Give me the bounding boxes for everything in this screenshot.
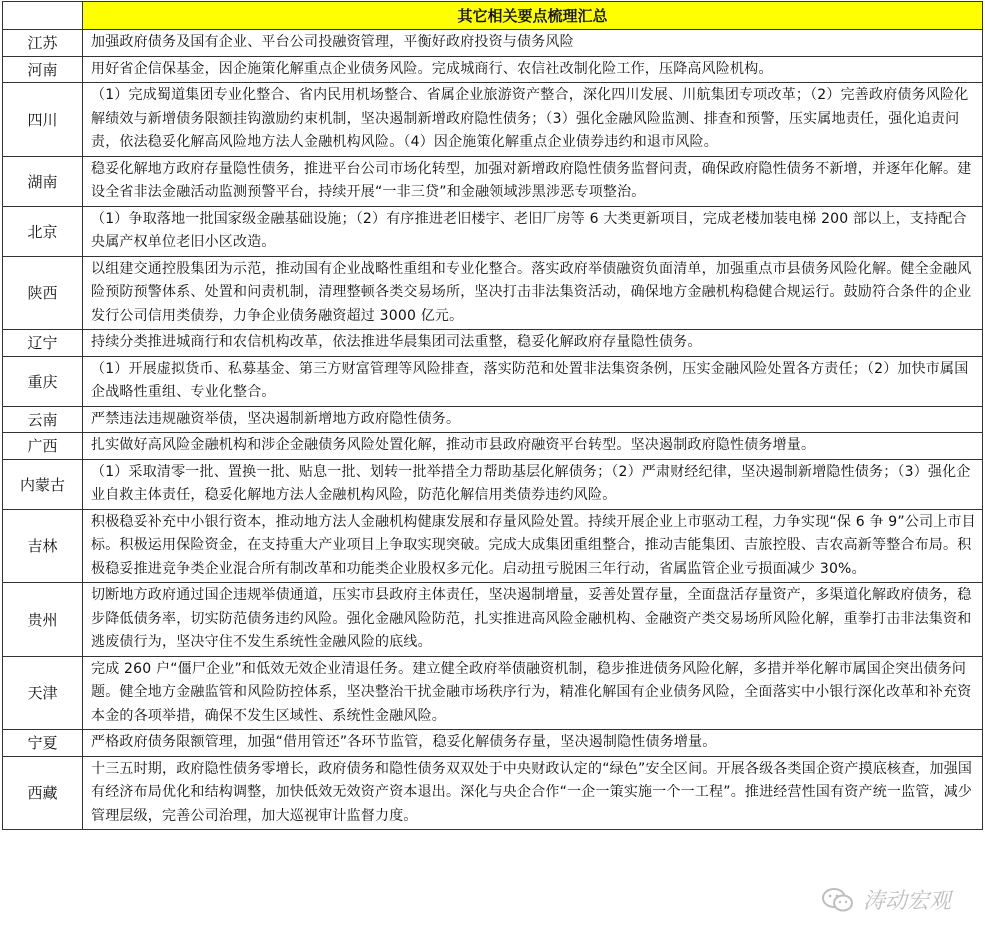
table-title: 其它相关要点梳理汇总 <box>83 2 983 30</box>
content-cell: 切断地方政府通过国企违规举债通道，压实市县政府主体责任，坚决遏制增量，妥善处置存量，全面盘活存量资产，多渠道化解政府债务，稳步降低债务率，切实防范债务违约风险。强化金融风险防范，扎实推进高风险金融机构、金融资产类交易场所风险化解，重拳打击非法集资和逃废债行为，坚决守住不发生系统性金融风险的底线。 <box>83 583 983 657</box>
table-header-row <box>3 2 983 30</box>
province-cell: 云南 <box>3 406 83 433</box>
content-cell: 完成 260 户“僵尸企业”和低效无效企业清退任务。建立健全政府举债融资机制，稳步推进债务风险化解，多措并举化解市属国企突出债务问题。健全地方金融监管和风险防控体系，坚决整治干扰金融市场秩序行为，精准化解国有企业债务风险，全面落实中小银行深化改革和补充资本金的各项举措，确保不发生区域性、系统性金融风险。 <box>83 656 983 730</box>
content-cell: （1）开展虚拟货币、私募基金、第三方财富管理等风险排查，落实防范和处置非法集资条例，压实金融风险处置各方责任；（2）加快市属国企战略性重组、专业化整合。 <box>83 356 983 406</box>
content-cell: （1）采取清零一批、置换一批、贴息一批、划转一批举措全力帮助基层化解债务；（2）严肃财经纪律，坚决遏制新增隐性债务；（3）强化企业自救主体责任，稳妥化解地方法人金融机构风险，防范化解信用类债券违约风险。 <box>83 459 983 509</box>
content-cell: 加强政府债务及国有企业、平台公司投融资管理，平衡好政府投资与债务风险 <box>83 30 983 57</box>
summary-table <box>2 1 983 830</box>
content-cell: 严禁违法违规融资举债，坚决遏制新增地方政府隐性债务。 <box>83 406 983 433</box>
province-cell: 宁夏 <box>3 730 83 757</box>
header-blank-cell <box>3 2 83 30</box>
table-row <box>3 206 983 256</box>
watermark <box>821 884 951 915</box>
province-cell: 吉林 <box>3 509 83 583</box>
content-cell: 严格政府债务限额管理，加强“借用管还”各环节监管，稳妥化解债务存量，坚决遏制隐性债务增量。 <box>83 730 983 757</box>
table-row <box>3 656 983 730</box>
content-cell: 稳妥化解地方政府存量隐性债务，推进平台公司市场化转型，加强对新增政府隐性债务监督问责，确保政府隐性债务不新增，并逐年化解。建设全省非法金融活动监测预警平台，持续开展“一非三贷”和金融领域涉黑涉恶专项整治。 <box>83 156 983 206</box>
province-cell: 北京 <box>3 206 83 256</box>
table-row <box>3 730 983 757</box>
table-row <box>3 56 983 83</box>
wechat-icon <box>821 887 855 913</box>
table-row <box>3 433 983 460</box>
content-cell: （1）完成蜀道集团专业化整合、省内民用机场整合、省属企业旅游资产整合，深化四川发展、川航集团专项改革；（2）完善政府债务风险化解绩效与新增债务限额挂钩激励约束机制，坚决遏制新增政府隐性债务；（3）强化金融风险监测、排查和预警，压实属地责任，强化追责问责，依法稳妥化解高风险地方法人金融机构风险。（4）因企施策化解重点企业债券违约和退市风险。 <box>83 83 983 157</box>
province-cell: 内蒙古 <box>3 459 83 509</box>
table-body <box>3 30 983 830</box>
province-cell: 辽宁 <box>3 330 83 357</box>
province-cell: 河南 <box>3 56 83 83</box>
table-row <box>3 156 983 206</box>
province-cell: 贵州 <box>3 583 83 657</box>
table-row <box>3 30 983 57</box>
watermark-text: 涛动宏观 <box>862 889 951 914</box>
province-cell: 江苏 <box>3 30 83 57</box>
content-cell: 持续分类推进城商行和农信机构改革，依法推进华晨集团司法重整，稳妥化解政府存量隐性债务。 <box>83 330 983 357</box>
province-cell: 重庆 <box>3 356 83 406</box>
table-row <box>3 330 983 357</box>
province-cell: 湖南 <box>3 156 83 206</box>
table-row <box>3 583 983 657</box>
content-cell: （1）争取落地一批国家级金融基础设施；（2）有序推进老旧楼宇、老旧厂房等 6 大类更新项目，完成老楼加装电梯 200 部以上，支持配合央属产权单位老旧小区改造。 <box>83 206 983 256</box>
table-row <box>3 356 983 406</box>
province-cell: 陕西 <box>3 256 83 330</box>
table-row <box>3 509 983 583</box>
province-cell: 四川 <box>3 83 83 157</box>
province-cell: 广西 <box>3 433 83 460</box>
table-row <box>3 256 983 330</box>
content-cell: 扎实做好高风险金融机构和涉企金融债务风险处置化解，推动市县政府融资平台转型。坚决遏制政府隐性债务增量。 <box>83 433 983 460</box>
table-row <box>3 756 983 830</box>
table-row <box>3 406 983 433</box>
content-cell: 以组建交通控股集团为示范，推动国有企业战略性重组和专业化整合。落实政府举债融资负面清单，加强重点市县债务风险化解。健全金融风险预防预警体系、处置和问责机制，清理整顿各类交易场所，坚决打击非法集资活动，确保地方金融机构稳健合规运行。鼓励符合条件的企业发行公司信用类债券，力争企业债务融资超过 3000 亿元。 <box>83 256 983 330</box>
content-cell: 积极稳妥补充中小银行资本，推动地方法人金融机构健康发展和存量风险处置。持续开展企业上市驱动工程，力争实现“保 6 争 9”公司上市目标。积极运用保险资金，在支持重大产业项目上争取实现突破。完成大成集团重组整合，推动吉能集团、吉旅控股、吉农高新等整合布局。积极稳妥推进竞争类企业混合所有制改革和功能类企业股权多元化。启动扭亏脱困三年行动，省属监管企业亏损面减少 30%。 <box>83 509 983 583</box>
table-row <box>3 83 983 157</box>
table-row <box>3 459 983 509</box>
province-cell: 西藏 <box>3 756 83 830</box>
province-cell: 天津 <box>3 656 83 730</box>
content-cell: 用好省企信保基金，因企施策化解重点企业债务风险。完成城商行、农信社改制化险工作，压降高风险机构。 <box>83 56 983 83</box>
content-cell: 十三五时期，政府隐性债务零增长，政府债务和隐性债务双双处于中央财政认定的“绿色”安全区间。开展各级各类国企资产摸底核查，加强国有经济布局优化和结构调整，加快低效无效资产资本退出。深化与央企合作“一企一策实施一个一工程”。推进经营性国有资产统一监管，减少管理层级，完善公司治理，加大巡视审计监督力度。 <box>83 756 983 830</box>
